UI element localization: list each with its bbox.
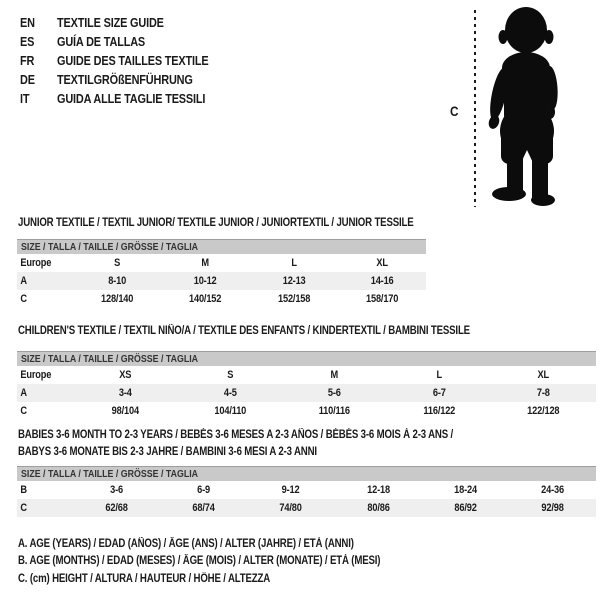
- table-cell: 14-16: [370, 275, 394, 287]
- row-label: C: [20, 293, 27, 305]
- table-cell: 6-9: [197, 484, 211, 496]
- table-cell: 152/158: [277, 293, 310, 305]
- junior-section-title: JUNIOR TEXTILE / TEXTIL JUNIOR/ TEXTILE JUNIOR / JUNIORTEXTIL / JUNIOR TESSILE: [18, 217, 414, 229]
- height-dotted-line: [474, 10, 476, 207]
- table-cell: L: [436, 369, 442, 381]
- note-height-cm: C. (cm) HEIGHT / ALTURA / HAUTEUR / HÖHE / ALTEZZA: [18, 572, 271, 585]
- row-label: Europe: [20, 257, 52, 269]
- row-label: C: [20, 405, 27, 417]
- toddler-silhouette-icon: [486, 6, 570, 207]
- language-title: GUIDA ALLE TAGLIE TESSILI: [57, 91, 206, 106]
- table-cell: S: [114, 257, 121, 269]
- table-cell: 3-4: [118, 387, 132, 399]
- size-header-label: SIZE / TALLA / TAILLE / GRÖSSE / TAGLIA: [21, 468, 199, 480]
- language-code: EN: [20, 15, 35, 30]
- table-cell: 3-6: [110, 484, 124, 496]
- table-cell: 8-10: [108, 275, 127, 287]
- table-cell: 7-8: [537, 387, 551, 399]
- babies-size-table: [17, 466, 596, 517]
- table-row: [17, 290, 426, 308]
- table-cell: 80/86: [366, 502, 390, 514]
- table-row: [17, 384, 596, 402]
- note-age-years: A. AGE (YEARS) / EDAD (AÑOS) / ÂGE (ANS) / ALTER (JAHRE) / ETÀ (ANNI): [18, 537, 354, 550]
- table-cell: 24-36: [541, 484, 564, 496]
- table-row: [17, 499, 596, 517]
- table-cell: 140/152: [189, 293, 222, 305]
- table-cell: 9-12: [282, 484, 300, 496]
- language-row-es: [20, 32, 237, 51]
- table-cell: 18-24: [453, 484, 477, 496]
- table-row: [17, 272, 426, 290]
- table-cell: L: [290, 257, 297, 269]
- table-cell: 98/104: [111, 405, 139, 417]
- language-code: IT: [20, 91, 30, 106]
- table-cell: 6-7: [432, 387, 446, 399]
- junior-size-table: [17, 239, 426, 308]
- language-code: FR: [20, 53, 35, 68]
- table-row: [17, 481, 596, 499]
- table-row: [17, 366, 596, 384]
- table-cell: 128/140: [101, 293, 134, 305]
- language-row-en: [20, 13, 237, 32]
- language-title: TEXTILGRÖßENFÜHRUNG: [57, 72, 193, 87]
- table-cell: 12-13: [282, 275, 306, 287]
- size-header-band: [17, 466, 596, 481]
- table-cell: 110/116: [318, 405, 351, 417]
- children-section-title: CHILDREN'S TEXTILE / TEXTIL NIÑO/A / TEXTILE DES ENFANTS / KINDERTEXTIL / BAMBINI TESSILE: [18, 325, 470, 337]
- language-code: DE: [20, 72, 35, 87]
- table-cell: M: [330, 369, 339, 381]
- height-measure-label: C: [450, 103, 459, 119]
- language-title: TEXTILE SIZE GUIDE: [57, 15, 164, 30]
- row-label: C: [20, 502, 27, 514]
- table-cell: 5-6: [328, 387, 341, 399]
- table-cell: 104/110: [214, 405, 246, 417]
- size-header-label: SIZE / TALLA / TAILLE / GRÖSSE / TAGLIA: [21, 353, 199, 365]
- table-row: [17, 254, 426, 272]
- language-row-de: [20, 70, 237, 89]
- language-row-fr: [20, 51, 237, 70]
- table-cell: 158/170: [365, 293, 398, 305]
- row-label: A: [20, 275, 27, 287]
- children-size-table: [17, 351, 596, 420]
- table-cell: 74/80: [279, 502, 303, 514]
- language-title: GUÍA DE TALLAS: [57, 34, 146, 49]
- row-label: B: [20, 484, 27, 496]
- note-age-months: B. AGE (MONTHS) / EDAD (MESES) / ÂGE (MOIS) / ALTER (MONATE) / ETÀ (MESI): [18, 555, 381, 568]
- table-cell: XL: [376, 257, 388, 269]
- language-code: ES: [20, 34, 35, 49]
- size-header-band: [17, 239, 426, 254]
- language-row-it: [20, 89, 237, 108]
- language-legend: [20, 13, 237, 108]
- table-cell: 10-12: [193, 275, 217, 287]
- table-cell: S: [226, 369, 233, 381]
- size-header-band: [17, 351, 596, 366]
- table-cell: XS: [119, 369, 132, 381]
- table-cell: 122/128: [527, 405, 560, 417]
- table-cell: XL: [537, 369, 550, 381]
- table-cell: 86/92: [454, 502, 477, 514]
- table-cell: 4-5: [223, 387, 237, 399]
- table-cell: 68/74: [192, 502, 215, 514]
- size-header-label: SIZE / TALLA / TAILLE / GRÖSSE / TAGLIA: [21, 241, 199, 253]
- language-title: GUIDE DES TAILLES TEXTILE: [57, 53, 209, 68]
- table-cell: 12-18: [366, 484, 390, 496]
- babies-section-title-line1: BABIES 3-6 MONTH TO 2-3 YEARS / BEBÉS 3-6 MESES A 2-3 AÑOS / BÉBÉS 3-6 MOIS À 2-3 ANS /: [18, 429, 454, 441]
- legend-notes: [18, 535, 449, 588]
- table-cell: 116/122: [423, 405, 455, 417]
- babies-section-title-line2: BABYS 3-6 MONATE BIS 2-3 JAHRE / BAMBINI 3-6 MESI A 2-3 ANNI: [18, 446, 317, 458]
- table-cell: 92/98: [541, 502, 564, 514]
- table-cell: 62/68: [105, 502, 128, 514]
- table-cell: M: [201, 257, 210, 269]
- row-label: Europe: [20, 369, 52, 381]
- row-label: A: [20, 387, 27, 399]
- table-row: [17, 402, 596, 420]
